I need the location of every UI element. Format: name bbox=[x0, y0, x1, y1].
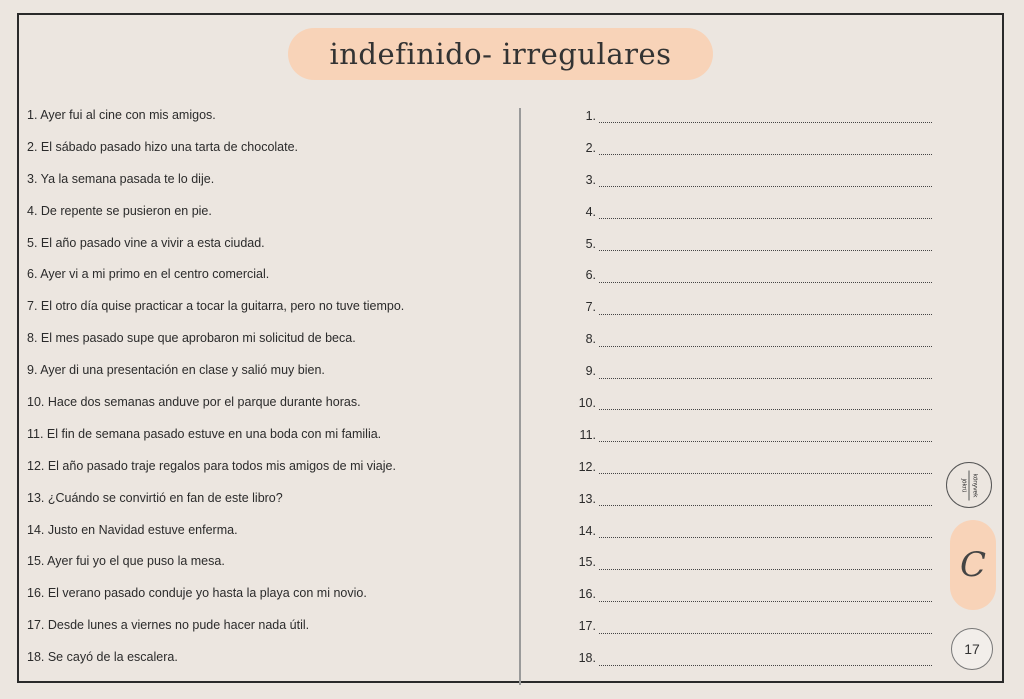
index-tab-label bbox=[960, 470, 979, 500]
sentence-item: 10. Hace dos semanas anduve por el parque durante horas. bbox=[27, 395, 361, 410]
answer-blank[interactable] bbox=[599, 431, 932, 442]
answer-row bbox=[560, 451, 932, 483]
answer-blank[interactable] bbox=[599, 112, 932, 123]
sentence-item: 5. El año pasado vine a vivir a esta ciudad. bbox=[27, 235, 265, 250]
answer-blank[interactable] bbox=[599, 336, 932, 347]
answer-number: 18. bbox=[578, 651, 596, 666]
column-divider bbox=[519, 108, 521, 685]
answer-blank[interactable] bbox=[599, 463, 932, 474]
answer-blank[interactable] bbox=[599, 208, 932, 219]
sentence-item: 7. El otro día quise practicar a tocar la guitarra, pero no tuve tiempo. bbox=[27, 299, 405, 314]
page-number: 17 bbox=[964, 641, 980, 657]
answer-row bbox=[560, 387, 932, 419]
answer-number: 12. bbox=[578, 459, 596, 474]
answer-row bbox=[560, 132, 932, 164]
answer-row bbox=[560, 323, 932, 355]
index-tab-word-top: könyvek bbox=[971, 473, 979, 497]
answer-row bbox=[560, 578, 932, 610]
answer-number: 4. bbox=[585, 204, 596, 219]
answer-blank[interactable] bbox=[599, 144, 932, 155]
sentence-item: 12. El año pasado traje regalos para todos mis amigos de mi viaje. bbox=[27, 458, 396, 473]
answer-number: 14. bbox=[578, 523, 596, 538]
sentence-item: 6. Ayer vi a mi primo en el centro comercial. bbox=[27, 267, 270, 282]
answer-number: 6. bbox=[585, 268, 596, 283]
answer-blank[interactable] bbox=[599, 559, 932, 570]
answer-row bbox=[560, 196, 932, 228]
sentence-item: 13. ¿Cuándo se convirtió en fan de este libro? bbox=[27, 490, 283, 505]
sentence-item: 8. El mes pasado supe que aprobaron mi solicitud de beca. bbox=[27, 331, 356, 346]
sentence-item: 4. De repente se pusieron en pie. bbox=[27, 203, 212, 218]
answer-blank[interactable] bbox=[599, 272, 932, 283]
answer-row bbox=[560, 419, 932, 451]
answer-blank[interactable] bbox=[599, 176, 932, 187]
answer-number: 3. bbox=[585, 172, 596, 187]
answer-blank[interactable] bbox=[599, 399, 932, 410]
answer-number: 17. bbox=[578, 619, 596, 634]
index-tab-separator bbox=[969, 470, 970, 500]
sentence-item: 9. Ayer di una presentación en clase y salió muy bien. bbox=[27, 363, 325, 378]
section-letter: C bbox=[959, 545, 986, 585]
answer-row bbox=[560, 483, 932, 515]
title-banner bbox=[288, 28, 713, 80]
answer-blank[interactable] bbox=[599, 591, 932, 602]
sentence-item: 3. Ya la semana pasada te lo dije. bbox=[27, 171, 215, 186]
answer-row bbox=[560, 100, 932, 132]
answer-row bbox=[560, 355, 932, 387]
answer-blank[interactable] bbox=[599, 623, 932, 634]
page-number-badge bbox=[951, 628, 993, 670]
index-tab-word-bottom: jókrü bbox=[960, 477, 968, 493]
page-title: indefinido- irregulares bbox=[329, 37, 672, 71]
answer-blank[interactable] bbox=[599, 304, 932, 315]
answer-blank[interactable] bbox=[599, 527, 932, 538]
answer-number: 8. bbox=[585, 332, 596, 347]
answer-number: 11. bbox=[579, 427, 596, 442]
sentence-item: 2. El sábado pasado hizo una tarta de chocolate. bbox=[27, 139, 299, 154]
answer-row bbox=[560, 642, 932, 674]
answer-blank[interactable] bbox=[599, 495, 932, 506]
sentence-item: 17. Desde lunes a viernes no pude hacer nada útil. bbox=[27, 618, 310, 633]
answer-row bbox=[560, 515, 932, 547]
answer-row bbox=[560, 164, 932, 196]
answer-number: 5. bbox=[585, 236, 596, 251]
sentence-item: 16. El verano pasado conduje yo hasta la playa con mi novio. bbox=[27, 586, 367, 601]
answer-row bbox=[560, 610, 932, 642]
answer-number: 2. bbox=[585, 140, 596, 155]
answer-blank[interactable] bbox=[599, 368, 932, 379]
answer-number: 10. bbox=[578, 395, 596, 410]
answer-row bbox=[560, 259, 932, 291]
answer-number: 16. bbox=[578, 587, 596, 602]
answer-number: 1. bbox=[585, 108, 596, 123]
answer-blank[interactable] bbox=[599, 240, 932, 251]
answer-row bbox=[560, 228, 932, 260]
answer-row bbox=[560, 291, 932, 323]
index-tab-button[interactable] bbox=[946, 462, 992, 508]
answer-number: 13. bbox=[578, 491, 596, 506]
answer-list bbox=[560, 100, 932, 674]
sentence-item: 18. Se cayó de la escalera. bbox=[27, 650, 178, 665]
sentence-list bbox=[27, 100, 404, 674]
sentence-item: 1. Ayer fui al cine con mis amigos. bbox=[27, 108, 216, 122]
sentence-item: 14. Justo en Navidad estuve enferma. bbox=[27, 522, 238, 537]
sentence-item: 15. Ayer fui yo el que puso la mesa. bbox=[27, 554, 225, 569]
answer-number: 15. bbox=[578, 555, 596, 570]
answer-row bbox=[560, 546, 932, 578]
answer-blank[interactable] bbox=[599, 655, 932, 666]
answer-number: 9. bbox=[585, 364, 596, 379]
section-tab-c[interactable] bbox=[950, 520, 996, 610]
sentence-item: 11. El fin de semana pasado estuve en una boda con mi familia. bbox=[27, 426, 382, 441]
answer-number: 7. bbox=[585, 300, 596, 315]
